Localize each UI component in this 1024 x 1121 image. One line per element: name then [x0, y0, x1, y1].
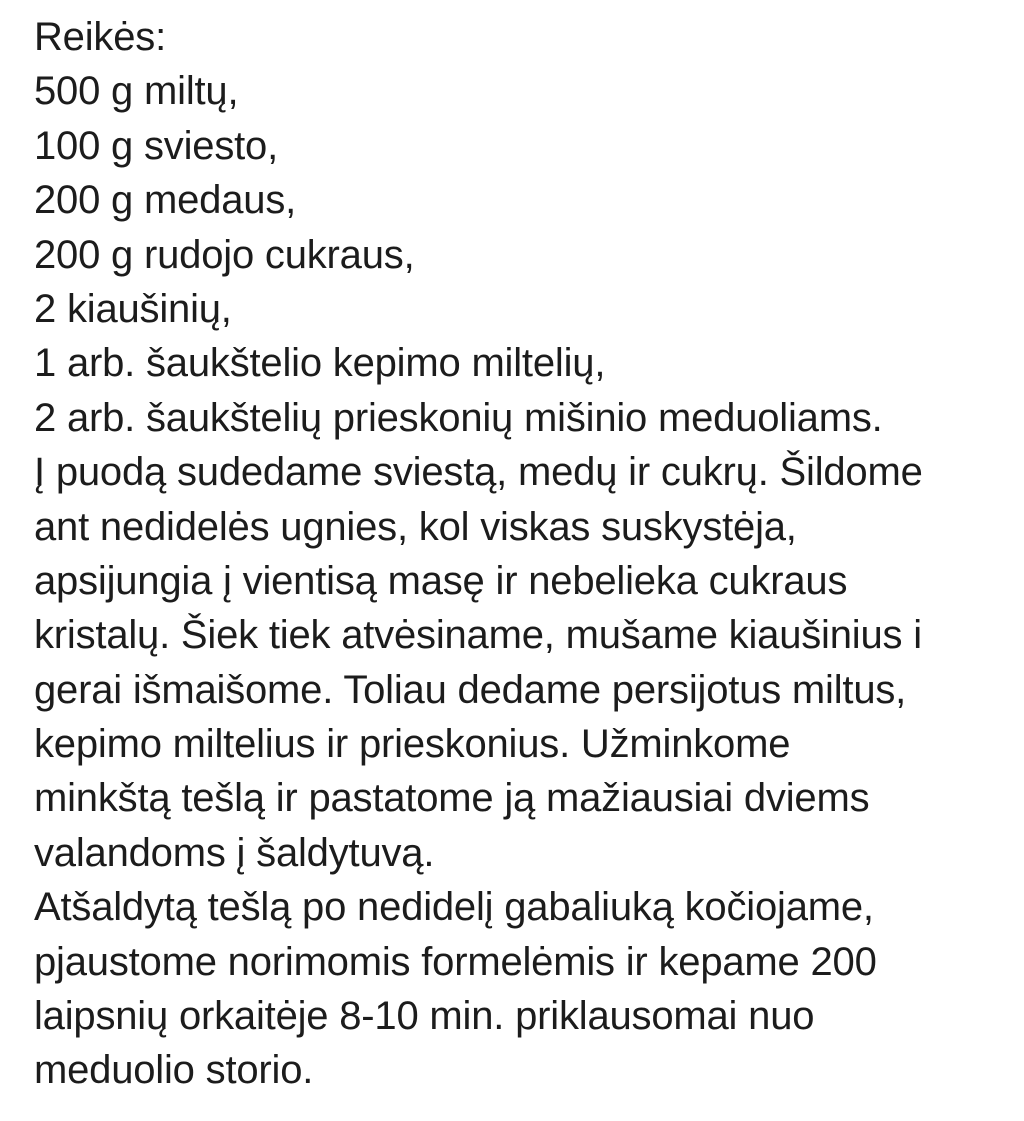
- text-line: 1 arb. šaukštelio kepimo miltelių,: [34, 341, 606, 386]
- recipe-text: [34, 10, 1020, 1098]
- text-line: 2 kiaušinių,: [34, 286, 232, 331]
- text-line: laipsnių orkaitėje 8-10 min. priklausomai nuo: [34, 994, 815, 1039]
- text-line: Atšaldytą tešlą po nedidelį gabaliuką kočiojame,: [34, 885, 874, 930]
- text-line: Reikės:: [34, 15, 166, 59]
- text-line: 200 g medaus,: [34, 178, 297, 223]
- text-line: valandoms į šaldytuvą.: [34, 830, 435, 875]
- text-line: gerai išmaišome. Toliau dedame persijotus miltus,: [34, 667, 907, 712]
- text-line: 2 arb. šaukštelių prieskonių mišinio meduoliams.: [34, 395, 883, 440]
- text-line: kristalų. Šiek tiek atvėsiname, mušame kiaušinius i: [34, 613, 922, 658]
- text-line: meduolio storio.: [34, 1048, 314, 1093]
- text-line: pjaustome norimomis formelėmis ir kepame 200: [34, 939, 877, 984]
- text-line: Į puodą sudedame sviestą, medų ir cukrų. Šildome: [34, 450, 923, 495]
- text-line: kepimo miltelius ir prieskonius. Užminkome: [34, 722, 791, 767]
- text-line: 100 g sviesto,: [34, 123, 279, 168]
- text-line: 200 g rudojo cukraus,: [34, 232, 415, 277]
- text-line: minkštą tešlą ir pastatome ją mažiausiai dviems: [34, 776, 870, 821]
- text-line: apsijungia į vientisą masę ir nebelieka cukraus: [34, 558, 848, 603]
- text-line: 500 g miltų,: [34, 69, 239, 114]
- text-line: ant nedidelės ugnies, kol viskas suskystėja,: [34, 504, 797, 549]
